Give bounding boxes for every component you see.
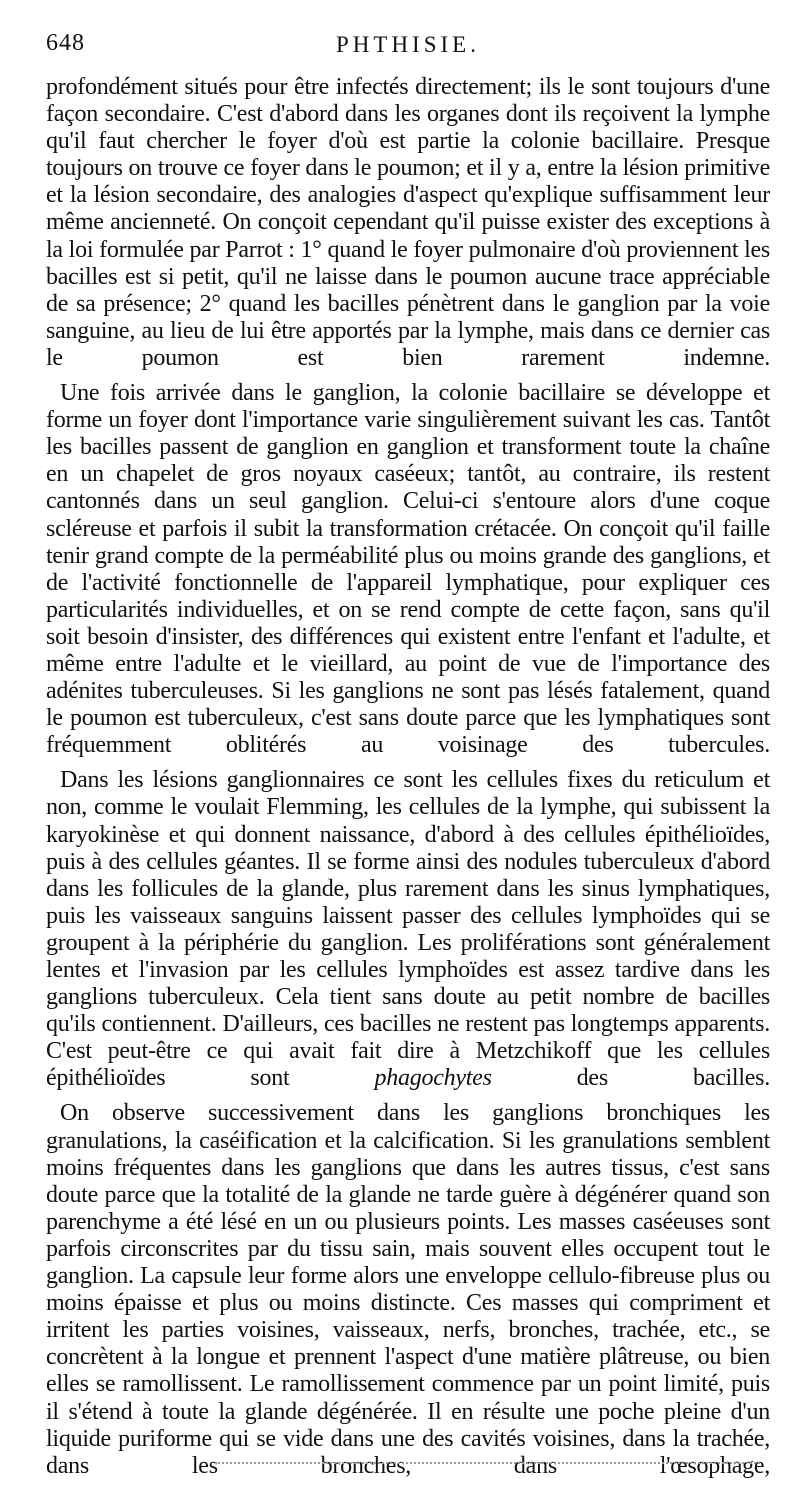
emphasis-phagochytes: phagochytes (374, 1065, 492, 1092)
page-number: 648 (46, 30, 85, 56)
paragraph-3-text: Dans les lésions ganglionnaires ce sont les cellules fixes du reticulum et non, comme le voulait Flemming, les cellules de la lymphe, qui subissent la karyokinèse et qui donnent naissance, d'abord à des cellules épithélioïdes, puis à des cellules géantes. Il se forme ainsi des nodules tuberculeux d'abord dans les follicules de la glande, plus rarement dans les sinus lymphatiques, puis les vaisseaux sanguins laissent passer des cellules lymphoïdes qui se groupent à la périphérie du ganglion. Les proliférations sont généralement lentes et l'invasion par les cellules lymphoïdes est assez tardive dans les ganglions tuberculeux. Cela tient sans doute au petit nombre de bacilles qu'ils contiennent. D'ailleurs, ces bacilles ne restent pas longtemps apparents. C'est peut-être ce qui avait fait dire à Metzchikoff que les cellules épithélioïdes sont (46, 767, 770, 1092)
page-header (46, 22, 770, 68)
document-page (46, 22, 770, 1479)
paragraph-4: On observe successivement dans les ganglions bronchiques les granulations, la caséification et la calcification. Si les granulations semblent moins fréquentes dans les ganglions que dans les autres tissus, c'est sans doute parce que la totalité de la glande ne tarde guère à dégénérer quand son parenchyme a été lésé en un ou plusieurs points. Les masses caséeuses sont parfois circonscrites par du tissu sain, mais souvent elles occupent tout le ganglion. La capsule leur forme alors une enveloppe cellulo-fibreuse plus ou moins épaisse et plus ou moins distincte. Ces masses qui compriment et irritent les parties voisines, vaisseaux, nerfs, bronches, trachée, etc., se concrètent à la longue et prennent l'aspect d'une matière plâtreuse, ou bien elles se ramollissent. Le ramollissement commence par un point limité, puis il s'étend à toute la glande dégénérée. Il en résulte une poche pleine d'un liquide puriforme qui se vide dans une des cavités voisines, dans la trachée, dans les bronches, dans l'œsophage, (46, 1100, 770, 1479)
paragraph-1: profondément situés pour être infectés directement; ils le sont toujours d'une façon secondaire. C'est d'abord dans les organes dont ils reçoivent la lymphe qu'il faut chercher le foyer d'où est partie la colonie bacillaire. Presque toujours on trouve ce foyer dans le poumon; et il y a, entre la lésion primitive et la lésion secondaire, des analogies d'aspect qu'explique suffisamment leur même ancienneté. On conçoit cependant qu'il puisse exister des exceptions à la loi formulée par Parrot : 1° quand le foyer pulmonaire d'où proviennent les bacilles est si petit, qu'il ne laisse dans le poumon aucune trace appréciable de sa présence; 2° quand les bacilles pénètrent dans le ganglion par la voie sanguine, au lieu de lui être apportés par la lymphe, mais dans ce dernier cas le poumon est bien rarement indemne. (46, 74, 770, 371)
bottom-dotted-rule (215, 1462, 760, 1464)
running-head: PHTHISIE. (336, 32, 480, 57)
paragraph-3 (46, 767, 770, 1092)
paragraph-2: Une fois arrivée dans le ganglion, la colonie bacillaire se développe et forme un foyer dont l'importance varie singulièrement suivant les cas. Tantôt les bacilles passent de ganglion en ganglion et transforment toute la chaîne en un chapelet de gros noyaux caséeux; tantôt, au contraire, ils restent cantonnés dans un seul ganglion. Celui-ci s'entoure alors d'une coque scléreuse et parfois il subit la transformation crétacée. On conçoit qu'il faille tenir grand compte de la perméabilité plus ou moins grande des ganglions, et de l'activité fonctionnelle de l'appareil lymphatique, pour expliquer ces particularités individuelles, et on se rend compte de cette façon, sans qu'il soit besoin d'insister, des différences qui existent entre l'enfant et l'adulte, et même entre l'adulte et le vieillard, au point de vue de l'importance des adénites tuberculeuses. Si les ganglions ne sont pas lésés fatalement, quand le poumon est tuberculeux, c'est sans doute parce que les lymphatiques sont fréquemment oblitérés au voisinage des tubercules. (46, 380, 770, 759)
body-text (46, 74, 770, 1480)
paragraph-3-tail: des bacilles. (491, 1065, 770, 1092)
